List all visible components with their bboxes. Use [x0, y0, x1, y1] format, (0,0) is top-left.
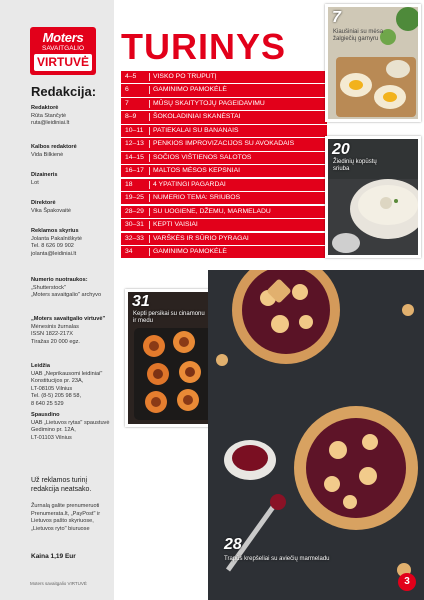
credit-heading: Direktorė	[31, 200, 56, 206]
toc-entry-title: SU UOGIENE, DŽEMU, MARMELADU	[153, 207, 271, 215]
price: Kaina 1,19 Eur	[31, 553, 76, 560]
toc-page-number: 19–25	[125, 194, 144, 202]
toc-page-number: 8–9	[125, 113, 137, 121]
toc-entry-title: MALTOS MĖSOS KEPSNIAI	[153, 167, 240, 175]
page-number: 3	[398, 573, 416, 591]
credit-block	[31, 277, 111, 300]
toc-row	[121, 152, 327, 164]
credit-line: Jolanta Pakalniškytė	[31, 235, 82, 242]
credit-line: Tel. 8 626 09 902	[31, 243, 74, 250]
toc-entry-title: VARŠKĖS IR SŪRIO PYRAGAI	[153, 234, 249, 242]
credit-line: LT-08105 Vilnius	[31, 385, 73, 392]
toc-page-number: 16–17	[125, 167, 144, 175]
toc-entry-title: PENKIOS IMPROVIZACIJOS SU AVOKADAIS	[153, 140, 295, 148]
subscription-line: Žurnalą galite prenumeruoti	[31, 503, 100, 509]
credit-line: Lot	[31, 179, 39, 186]
toc-entry-title: GAMINIMO PAMOKĖLĖ	[153, 86, 227, 94]
credit-block	[31, 363, 111, 409]
toc-entry-title: SOČIOS VIŠTIENOS SALOTOS	[153, 153, 252, 161]
credit-heading: Leidžia	[31, 363, 50, 369]
toc-entry-title: KEPTI VAISIAI	[153, 221, 198, 229]
credit-line: Gedimino pr. 12A,	[31, 427, 76, 434]
logo-top-text: Moters	[42, 30, 84, 45]
toc-row	[121, 138, 327, 150]
credit-heading: Reklamos skyrius	[31, 228, 79, 234]
photo-7-page: 7	[332, 9, 341, 26]
credit-line: UAB „Lietuvos rytas" spaustuvė	[31, 419, 110, 426]
credit-line: UAB „Neprikausomi leidiniai"	[31, 370, 103, 377]
credit-block	[31, 105, 111, 128]
toc-row	[121, 179, 327, 191]
toc-row	[121, 165, 327, 177]
footer-magazine-name: Moters savaitgalio VIRTUVĖ	[30, 581, 87, 586]
photo-tarts	[208, 270, 424, 600]
credit-line: Vika Špakovaitė	[31, 207, 72, 214]
ad-disclaimer: Už reklamos turinį redakcija neatsako.	[31, 477, 92, 493]
subscription-line: Lietuvos pašto skyriuose,	[31, 518, 94, 525]
photo-20-page: 20	[332, 141, 350, 158]
toc-page-number: 7	[125, 99, 129, 107]
photo-soup	[325, 136, 421, 258]
toc-entry-title: PATIEKALAI SU BANANAIS	[153, 126, 239, 134]
credit-block	[31, 172, 111, 187]
credit-block	[31, 144, 111, 159]
toc-page-number: 32–33	[125, 234, 144, 242]
subscription-line: „Lietuvos ryto" biuruose	[31, 525, 90, 532]
credit-line: „Shutterstock"	[31, 284, 66, 291]
toc-page-number: 30–31	[125, 221, 144, 229]
credit-heading: Dizaineris	[31, 172, 58, 178]
toc-entry-title: ŠOKOLADINIAI SKANĖSTAI	[153, 113, 241, 121]
credit-line: ISSN 1822-217X	[31, 331, 73, 338]
credit-line: Rūta Stančytė	[31, 112, 67, 119]
credit-line: „Moters savaitgalio" archyvo	[31, 292, 102, 299]
toc-row	[121, 111, 327, 123]
photo-20-caption: Žiedinių kopūstų sriuba	[333, 159, 377, 172]
logo-mid-text: SAVAITGALIO	[41, 45, 85, 52]
credit-line: Tel. (8-5) 205 98 58,	[31, 393, 82, 400]
toc-page-number: 4–5	[125, 73, 137, 80]
credit-line: jolanta@leidiniai.lt	[31, 250, 77, 257]
photo-eggs	[325, 4, 421, 122]
toc-row	[121, 84, 327, 96]
toc-entry-title: 4 YPATINGI PAGARDAI	[153, 180, 226, 188]
toc-row	[121, 71, 327, 83]
toc-row	[121, 192, 327, 204]
toc-row	[121, 246, 327, 258]
credit-heading: Redaktorė	[31, 105, 59, 111]
credit-heading: „Moters savaitgalio virtuvė"	[31, 316, 106, 322]
eggs-dish-image	[328, 7, 421, 122]
toc-page-number: 12–13	[125, 140, 144, 148]
toc-page-number: 10–11	[125, 126, 144, 134]
toc-page-number: 18	[125, 180, 133, 188]
toc-entry-title: VISKO PO TRUPUTĮ	[153, 73, 217, 80]
credit-line: LT-01103 Vilnius	[31, 434, 72, 441]
sidebar-title: Redakcija:	[31, 84, 97, 99]
toc-entry-title: NUMERIO TEMA: SRIUBOS	[153, 194, 241, 202]
toc-entry-title: GAMINIMO PAMOKĖLĖ	[153, 248, 227, 256]
logo-bottom-text: VIRTUVĖ	[34, 54, 92, 71]
magazine-logo	[30, 27, 96, 75]
credit-heading: Kalbos redaktorė	[31, 144, 77, 150]
photo-28-caption: Trapūs krepšeliai su aviečių marmeladu	[224, 556, 330, 562]
toc-page-number: 6	[125, 86, 129, 94]
photo-peaches	[125, 289, 221, 427]
subscription-line: Prenumerata.lt, „PayPost" ir	[31, 510, 101, 517]
credit-line: Tiražas 20 000 egz.	[31, 338, 80, 345]
toc-page-number: 14–15	[125, 153, 144, 161]
subscription-info	[31, 503, 111, 533]
credit-heading: Spausdino	[31, 412, 60, 418]
credit-line: Konstitucijos pr. 23A,	[31, 378, 84, 385]
photo-7-caption: Kiaušiniai su mėsa žalgiečių garnyru	[333, 29, 384, 42]
credit-line: ruta@leidiniai.lt	[31, 120, 70, 127]
toc-entry-title: MŪSŲ SKAITYTOJŲ PAGEIDAVIMU	[153, 99, 265, 107]
toc-row	[121, 233, 327, 245]
credit-heading: Numerio nuotraukos:	[31, 277, 88, 283]
credit-block	[31, 228, 111, 258]
page-title: TURINYS	[121, 26, 287, 67]
credit-block	[31, 316, 111, 346]
table-of-contents	[121, 71, 327, 260]
credit-line: 8 640 25 529	[31, 400, 64, 407]
toc-row	[121, 98, 327, 110]
toc-row	[121, 219, 327, 231]
credit-line: Mėnesinis žurnalas	[31, 323, 79, 330]
credit-block	[31, 200, 111, 215]
toc-row	[121, 125, 327, 137]
photo-31-page: 31	[132, 293, 150, 310]
photo-31-caption: Kepti persikai su cinamonu ir medu	[133, 311, 205, 324]
toc-page-number: 34	[125, 248, 133, 256]
toc-page-number: 28–29	[125, 207, 144, 215]
photo-28-page: 28	[224, 536, 242, 553]
credit-line: Vida Bilkienė	[31, 151, 64, 158]
toc-row	[121, 206, 327, 218]
credit-block	[31, 412, 111, 442]
